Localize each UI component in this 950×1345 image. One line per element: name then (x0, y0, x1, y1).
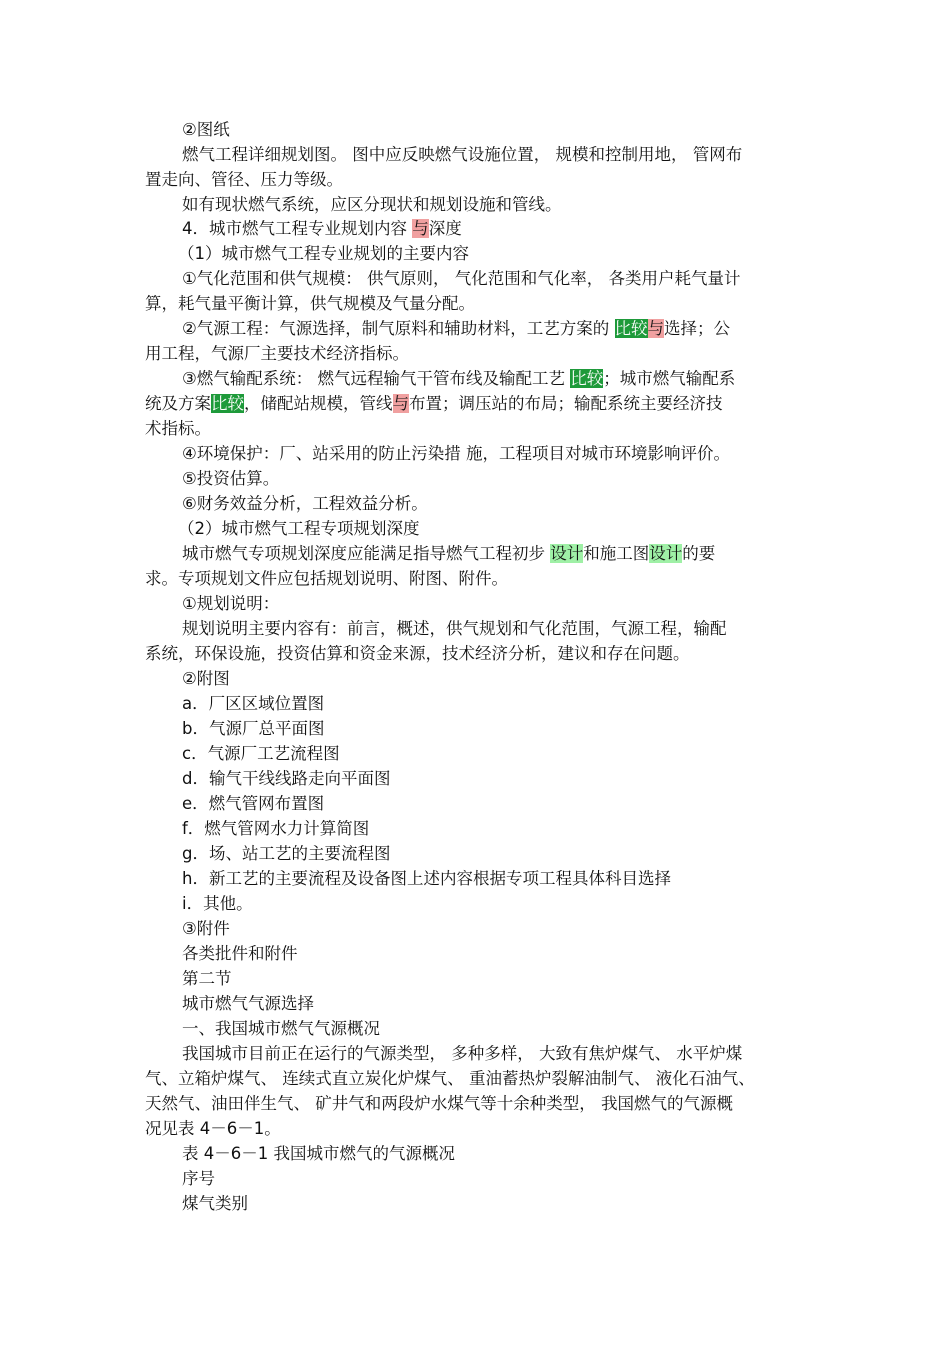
table-header-cell: 煤气类别 (182, 1194, 248, 1213)
subsection-heading: 一、我国城市燃气气源概况 (182, 1019, 380, 1038)
highlight-pink: 与 (412, 219, 429, 238)
table-header-cell: 序号 (182, 1169, 215, 1188)
highlight-pink: 与 (392, 394, 409, 413)
text-run: 统及方案 (145, 394, 211, 413)
list-item: a．厂区区域位置图 (182, 694, 325, 713)
text-line: ①规划说明： (182, 594, 280, 613)
list-item: c．气源厂工艺流程图 (182, 744, 340, 763)
highlight-green: 比较 (570, 369, 604, 388)
section-heading: 第二节 (182, 969, 232, 988)
text-line: 各类批件和附件 (182, 944, 298, 963)
list-item: f．燃气管网水力计算简图 (182, 819, 370, 838)
text-line: 规划说明主要内容有：前言，概述，供气规划和气化范围，气源工程，输配 (182, 619, 727, 638)
text-run: 城市燃气专项规划深度应能满足指导燃气工程初步 (182, 544, 551, 563)
text-run: 选择；公 (664, 319, 731, 338)
highlight-light-green: 设计 (649, 544, 683, 563)
text-line: ⑥财务效益分析，工程效益分析。 (182, 494, 428, 513)
text-run: 深度 (428, 219, 462, 238)
text-line: 气、立箱炉煤气、 连续式直立炭化炉煤气、 重油蓄热炉裂解油制气、 液化石油气、 (145, 1069, 755, 1088)
highlight-light-green: 设计 (550, 544, 584, 563)
text-line: 用工程，气源厂主要技术经济指标。 (145, 344, 409, 363)
list-item: e．燃气管网布置图 (182, 794, 325, 813)
text-line: 术指标。 (145, 419, 211, 438)
list-item: b．气源厂总平面图 (182, 719, 325, 738)
list-item: i．其他。 (182, 894, 253, 913)
text-run: ，储配站规模，管线 (244, 394, 393, 413)
text-run: 和施工图 (583, 544, 650, 563)
list-item: d．输气干线线路走向平面图 (182, 769, 391, 788)
text-line: ②附图 (182, 669, 230, 688)
list-item: h．新工艺的主要流程及设备图上述内容根据专项工程具体科目选择 (182, 869, 671, 888)
text-line (145, 391, 810, 416)
list-item: g．场、站工艺的主要流程图 (182, 844, 391, 863)
highlight-pink: 与 (647, 319, 665, 338)
text-run: ③燃气输配系统： 燃气远程输气干管布线及输配工艺 (182, 369, 571, 388)
highlight-green: 比较 (614, 319, 648, 338)
section-title: 城市燃气气源选择 (182, 994, 314, 1013)
text-line: ②图纸 (182, 120, 230, 139)
table-caption: 表 4－6－1 我国城市燃气的气源概况 (182, 1144, 455, 1163)
text-line (182, 541, 810, 566)
text-run: ；城市燃气输配系 (603, 369, 736, 388)
text-line: ⑤投资估算。 (182, 469, 280, 488)
text-line: 置走向、管径、压力等级。 (145, 170, 343, 189)
subsection-heading: （1）城市燃气工程专业规划的主要内容 (178, 244, 469, 263)
text-line: 算，耗气量平衡计算，供气规模及气量分配。 (145, 294, 475, 313)
text-line: 我国城市目前正在运行的气源类型， 多种多样， 大致有焦炉煤气、 水平炉煤 (182, 1044, 743, 1063)
text-run: 的要 (682, 544, 716, 563)
text-line: 天然气、油田伴生气、 矿井气和两段炉水煤气等十余种类型， 我国燃气的气源概 (145, 1094, 733, 1113)
subsection-heading: （2）城市燃气工程专项规划深度 (178, 519, 420, 538)
text-run: ②气源工程：气源选择，制气原料和辅助材料，工艺方案的 (182, 319, 615, 338)
text-run: 4．城市燃气工程专业规划内容 (182, 219, 413, 238)
text-run: 布置；调压站的布局；输配系统主要经济技 (409, 394, 723, 413)
text-line (182, 316, 810, 341)
text-line: 如有现状燃气系统，应区分现状和规划设施和管线。 (182, 195, 562, 214)
text-line (182, 366, 810, 391)
text-line: 况见表 4－6－1。 (145, 1119, 281, 1138)
text-line: 燃气工程详细规划图。 图中应反映燃气设施位置， 规模和控制用地， 管网布 (182, 145, 743, 164)
highlight-green: 比较 (211, 394, 244, 413)
text-line: 求。专项规划文件应包括规划说明、附图、附件。 (145, 569, 508, 588)
text-line: ③附件 (182, 919, 230, 938)
text-line: 系统，环保设施，投资估算和资金来源，技术经济分析，建议和存在问题。 (145, 644, 690, 663)
section-heading (182, 216, 810, 241)
text-line: ④环境保护：厂、站采用的防止污染措 施，工程项目对城市环境影响评价。 (182, 444, 731, 463)
text-line: ①气化范围和供气规模： 供气原则， 气化范围和气化率， 各类用户耗气量计 (182, 269, 741, 288)
